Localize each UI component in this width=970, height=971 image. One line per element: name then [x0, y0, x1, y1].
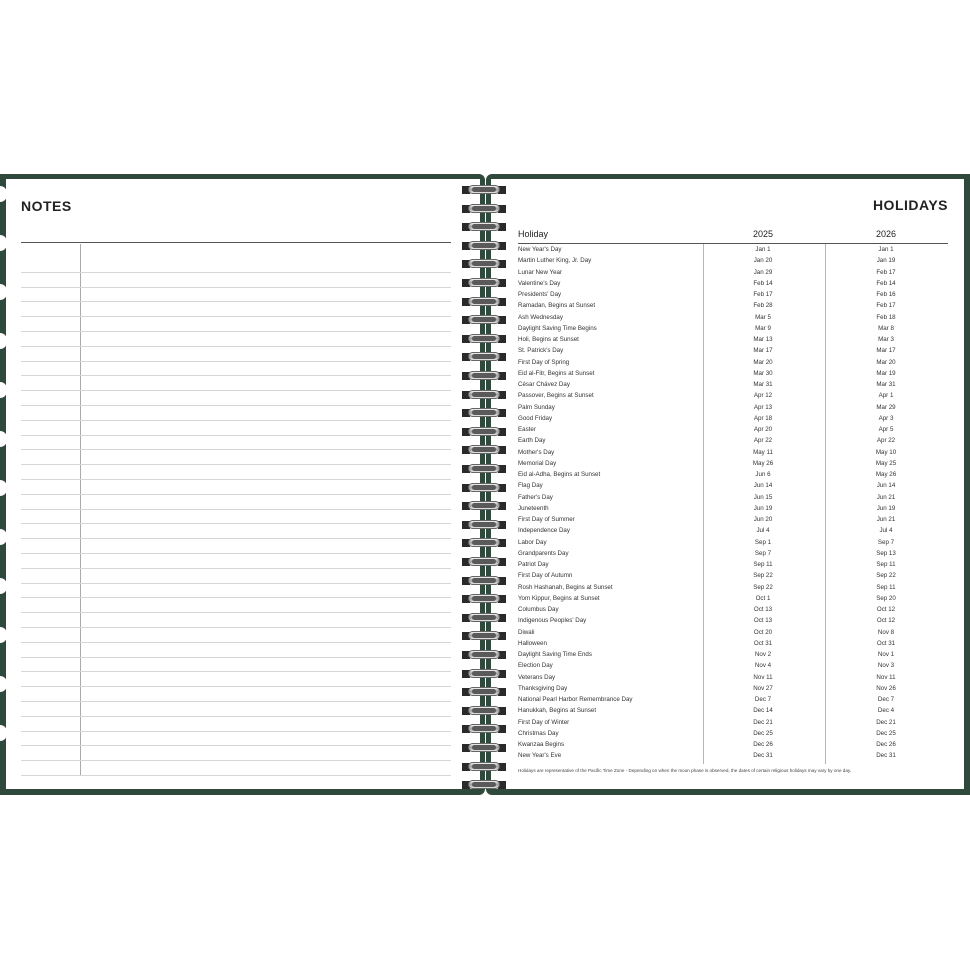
holiday-row: [518, 368, 898, 379]
holiday-row: [518, 244, 898, 255]
date-2025: Dec 31: [753, 752, 773, 760]
holiday-row: [518, 728, 898, 739]
spiral-ring: [458, 370, 510, 382]
writing-line: [21, 643, 451, 658]
date-2026: Nov 1: [877, 651, 895, 658]
writing-line: [21, 406, 451, 421]
date-2025: Jun 6: [755, 471, 771, 478]
page-tab[interactable]: [0, 627, 7, 643]
spiral-ring: [458, 240, 510, 252]
page-tab[interactable]: [0, 284, 7, 300]
date-2026: Feb 14: [876, 279, 896, 287]
date-2025: Nov 2: [754, 651, 772, 658]
holiday-row: [518, 469, 898, 480]
holiday-row: [518, 424, 898, 435]
writing-line: [21, 347, 451, 362]
date-2026: Jan 1: [878, 246, 894, 253]
spiral-ring: [458, 668, 510, 680]
holiday-name: Memorial Day: [518, 459, 557, 467]
date-2026: May 25: [875, 459, 897, 467]
notes-writing-lines: [21, 258, 451, 776]
date-2025: Mar 5: [755, 313, 771, 321]
date-2025: Nov 11: [753, 673, 773, 681]
date-2026: Mar 8: [878, 324, 894, 332]
date-2025: Mar 17: [753, 347, 773, 355]
spiral-ring: [458, 519, 510, 531]
writing-line: [21, 376, 451, 391]
date-2026: Nov 3: [877, 662, 895, 670]
date-2026: May 10: [875, 448, 897, 456]
holiday-name: Ash Wednesday: [518, 313, 563, 321]
page-tab[interactable]: [0, 431, 7, 447]
date-2025: Sep 7: [754, 549, 772, 557]
holiday-row: [518, 289, 898, 300]
holidays-footnote: Holidays are representative of the Pacific Time Zone · Depending on when the moon phase is observed, the dates of certain religious holidays may vary by one day.: [518, 768, 852, 773]
writing-line: [21, 554, 451, 569]
date-2025: Apr 13: [753, 403, 773, 411]
holiday-row: [518, 705, 898, 716]
date-2025: Oct 20: [753, 628, 773, 636]
date-2026: Dec 31: [876, 752, 896, 760]
holiday-name: Passover, Begins at Sunset: [518, 392, 594, 400]
writing-line: [21, 524, 451, 539]
date-2026: Jul 4: [879, 527, 893, 535]
holiday-row: [518, 458, 898, 469]
holiday-name: Veterans Day: [518, 673, 556, 681]
holiday-name: St. Patrick's Day: [518, 347, 564, 355]
holiday-row: [518, 492, 898, 503]
date-2026: Sep 20: [876, 594, 896, 602]
holiday-row: [518, 604, 898, 615]
holiday-row: [518, 300, 898, 311]
holiday-name: Mother's Day: [518, 448, 555, 456]
spiral-ring: [458, 463, 510, 475]
page-tabs: [0, 186, 8, 746]
date-2025: Nov 27: [753, 684, 773, 692]
writing-line: [21, 717, 451, 732]
date-2026: Mar 19: [876, 369, 896, 377]
writing-line: [21, 539, 451, 554]
holiday-row: [518, 357, 898, 368]
date-2025: Mar 31: [753, 381, 773, 388]
holiday-name: Lunar New Year: [518, 268, 563, 276]
date-2026: Sep 11: [876, 561, 896, 568]
holiday-row: [518, 570, 898, 581]
holiday-name: Holi, Begins at Sunset: [518, 336, 579, 343]
holiday-name: Halloween: [518, 639, 547, 647]
holiday-name: Good Friday: [518, 414, 553, 422]
holiday-row: [518, 638, 898, 649]
date-2025: Feb 28: [753, 302, 773, 310]
spiral-ring: [458, 221, 510, 233]
notes-title: NOTES: [21, 198, 72, 214]
page-tab[interactable]: [0, 725, 7, 741]
spiral-ring: [458, 351, 510, 363]
holiday-name: Flag Day: [518, 482, 543, 490]
spiral-ring: [458, 593, 510, 605]
holiday-name: Kwanzaa Begins: [518, 741, 565, 748]
holiday-row: [518, 503, 898, 514]
writing-line: [21, 702, 451, 717]
holiday-row: [518, 334, 898, 345]
holiday-name: Columbus Day: [518, 606, 559, 613]
holiday-row: [518, 255, 898, 266]
holiday-name: Ramadan, Begins at Sunset: [518, 302, 596, 310]
spiral-ring: [458, 649, 510, 661]
writing-line: [21, 391, 451, 406]
date-2026: Nov 11: [876, 673, 896, 681]
date-2026: May 26: [875, 471, 897, 478]
date-2026: Mar 3: [878, 336, 894, 343]
writing-line: [21, 436, 451, 451]
spiral-ring: [458, 444, 510, 456]
date-2025: Oct 1: [755, 594, 771, 602]
holiday-name: Easter: [518, 426, 536, 433]
date-2026: Dec 25: [876, 729, 896, 737]
holiday-row: [518, 514, 898, 525]
date-2026: Oct 12: [876, 617, 896, 625]
holiday-name: Daylight Saving Time Ends: [518, 651, 592, 658]
holiday-name: Independence Day: [518, 527, 570, 535]
date-2026: Nov 8: [877, 628, 895, 636]
writing-line: [21, 598, 451, 613]
spiral-ring: [458, 482, 510, 494]
spiral-ring: [458, 575, 510, 587]
date-2025: Mar 9: [755, 324, 771, 332]
holiday-row: [518, 615, 898, 626]
holidays-table-header: [518, 229, 948, 244]
holiday-name: Father's Day: [518, 493, 553, 501]
holiday-row: [518, 537, 898, 548]
date-2025: Apr 22: [753, 437, 773, 445]
date-2025: May 11: [753, 448, 773, 456]
holiday-name: First Day of Winter: [518, 718, 570, 726]
holiday-row: [518, 649, 898, 660]
spiral-ring: [458, 612, 510, 624]
spiral-ring: [458, 537, 510, 549]
date-2025: Apr 18: [753, 414, 773, 422]
date-2026: Mar 31: [876, 381, 896, 388]
date-2025: Feb 14: [753, 279, 773, 287]
holiday-name: Juneteenth: [518, 504, 549, 512]
date-2025: Dec 14: [753, 707, 773, 715]
page-tab[interactable]: [0, 186, 7, 202]
spiral-ring: [458, 333, 510, 345]
date-2025: Apr 12: [753, 392, 773, 400]
date-2025: Sep 1: [754, 538, 772, 546]
spiral-ring: [458, 389, 510, 401]
holiday-row: [518, 582, 898, 593]
page-tab[interactable]: [0, 578, 7, 594]
holiday-name: Grandparents Day: [518, 549, 569, 557]
spiral-ring: [458, 630, 510, 642]
holiday-name: César Chávez Day: [518, 381, 570, 388]
date-2026: Sep 22: [876, 572, 896, 580]
date-2026: Dec 21: [876, 718, 896, 726]
page-tab[interactable]: [0, 382, 7, 398]
page-tab[interactable]: [0, 480, 7, 496]
spiral-ring: [458, 314, 510, 326]
header-year-2: 2026: [876, 229, 897, 239]
holiday-row: [518, 379, 898, 390]
holiday-row: [518, 548, 898, 559]
spiral-ring: [458, 500, 510, 512]
date-2025: Sep 22: [753, 572, 773, 580]
holiday-row: [518, 593, 898, 604]
holiday-row: [518, 717, 898, 728]
holiday-row: [518, 480, 898, 491]
holiday-row: [518, 278, 898, 289]
holiday-name: First Day of Spring: [518, 358, 570, 366]
spiral-binding: [458, 184, 510, 784]
holiday-name: Hanukkah, Begins at Sunset: [518, 707, 597, 715]
writing-line: [21, 302, 451, 317]
date-2026: Jun 14: [876, 482, 896, 490]
holiday-name: Martin Luther King, Jr. Day: [518, 257, 592, 265]
writing-line: [21, 510, 451, 525]
date-2026: Sep 7: [877, 538, 895, 546]
holiday-row: [518, 402, 898, 413]
date-2026: Jun 21: [876, 493, 896, 501]
writing-line: [21, 746, 451, 761]
holiday-name: Daylight Saving Time Begins: [518, 324, 597, 332]
date-2025: Oct 31: [753, 639, 773, 647]
holiday-name: Indigenous Peoples' Day: [518, 617, 587, 625]
writing-line: [21, 288, 451, 303]
date-2025: Mar 30: [753, 369, 773, 377]
writing-line: [21, 273, 451, 288]
date-2026: Sep 13: [876, 549, 896, 557]
date-2026: Mar 17: [876, 347, 896, 355]
date-2025: Jul 4: [756, 527, 770, 535]
holiday-row: [518, 750, 898, 761]
holiday-row: [518, 525, 898, 536]
holiday-name: Valentine's Day: [518, 279, 561, 287]
date-2025: Dec 25: [753, 729, 773, 737]
holiday-name: Patriot Day: [518, 561, 549, 568]
writing-line: [21, 761, 451, 776]
date-2025: Jun 19: [753, 504, 773, 512]
holiday-row: [518, 627, 898, 638]
holiday-row: [518, 683, 898, 694]
holiday-row: [518, 447, 898, 458]
holiday-row: [518, 323, 898, 334]
date-2025: Dec 21: [753, 718, 773, 726]
spiral-ring: [458, 296, 510, 308]
date-2026: Feb 16: [876, 291, 896, 298]
spiral-ring: [458, 184, 510, 196]
date-2025: Mar 20: [753, 358, 773, 366]
page-tab[interactable]: [0, 235, 7, 251]
holiday-row: [518, 672, 898, 683]
writing-line: [21, 495, 451, 510]
header-year-1: 2025: [753, 229, 774, 239]
date-2025: Jan 20: [753, 257, 773, 265]
date-2025: May 26: [752, 459, 774, 467]
date-2025: Oct 13: [753, 617, 773, 625]
spiral-ring: [458, 407, 510, 419]
holiday-row: [518, 312, 898, 323]
date-2026: Feb 17: [876, 302, 896, 310]
date-2026: Sep 11: [876, 583, 896, 591]
date-2026: Feb 17: [876, 268, 896, 276]
date-2025: Dec 7: [754, 696, 772, 703]
date-2026: Jun 19: [876, 504, 896, 512]
holiday-name: First Day of Autumn: [518, 572, 573, 580]
date-2026: Apr 1: [878, 392, 894, 400]
writing-line: [21, 362, 451, 377]
writing-line: [21, 421, 451, 436]
writing-line: [21, 569, 451, 584]
spiral-ring: [458, 258, 510, 270]
spiral-ring: [458, 761, 510, 773]
holiday-name: Yom Kippur, Begins at Sunset: [518, 594, 600, 602]
holiday-row: [518, 413, 898, 424]
holiday-row: [518, 435, 898, 446]
holiday-name: Labor Day: [518, 538, 547, 546]
writing-line: [21, 480, 451, 495]
writing-line: [21, 658, 451, 673]
writing-line: [21, 628, 451, 643]
holiday-row: [518, 390, 898, 401]
date-2026: Mar 29: [876, 403, 896, 411]
date-2025: Jan 29: [753, 268, 773, 276]
header-holiday: Holiday: [518, 229, 549, 239]
date-2025: Jun 20: [753, 516, 773, 523]
holiday-name: Election Day: [518, 662, 553, 670]
holiday-row: [518, 694, 898, 705]
page-tab[interactable]: [0, 333, 7, 349]
date-2025: Apr 20: [753, 426, 773, 433]
spiral-ring: [458, 742, 510, 754]
writing-line: [21, 317, 451, 332]
writing-line: [21, 584, 451, 599]
date-2025: Oct 13: [753, 606, 773, 613]
spiral-ring: [458, 556, 510, 568]
holiday-name: Rosh Hashanah, Begins at Sunset: [518, 583, 613, 591]
writing-line: [21, 332, 451, 347]
date-2026: Dec 7: [877, 696, 895, 703]
date-2026: Dec 4: [877, 707, 895, 715]
writing-line: [21, 687, 451, 702]
date-2025: Dec 26: [753, 741, 773, 748]
writing-line: [21, 450, 451, 465]
spiral-ring: [458, 779, 510, 791]
date-2025: Nov 4: [754, 662, 772, 670]
date-2025: Jun 15: [753, 493, 773, 501]
writing-line: [21, 672, 451, 687]
notes-header-rule: [21, 242, 451, 243]
holiday-name: Christmas Day: [518, 729, 559, 737]
holidays-table: [518, 244, 898, 762]
holiday-row: [518, 345, 898, 356]
spiral-ring: [458, 686, 510, 698]
holiday-name: National Pearl Harbor Remembrance Day: [518, 696, 633, 703]
date-2026: Apr 22: [876, 437, 896, 445]
holiday-name: New Year's Eve: [518, 752, 562, 760]
holiday-name: Earth Day: [518, 437, 546, 445]
date-2026: Jan 19: [876, 257, 896, 265]
holiday-row: [518, 739, 898, 750]
date-2025: Feb 17: [753, 291, 773, 298]
holiday-row: [518, 267, 898, 278]
holiday-name: Thanksgiving Day: [518, 684, 568, 692]
holiday-name: Diwali: [518, 628, 535, 636]
writing-line: [21, 613, 451, 628]
date-2026: Apr 5: [878, 426, 894, 433]
date-2026: Apr 3: [878, 414, 894, 422]
date-2026: Jun 21: [876, 516, 896, 523]
holiday-name: New Year's Day: [518, 246, 562, 253]
holiday-name: First Day of Summer: [518, 516, 575, 523]
date-2025: Mar 13: [753, 336, 773, 343]
date-2025: Sep 22: [753, 583, 773, 591]
spiral-ring: [458, 203, 510, 215]
date-2025: Jun 14: [753, 482, 773, 490]
writing-line: [21, 465, 451, 480]
spiral-ring: [458, 426, 510, 438]
date-2026: Nov 26: [876, 684, 896, 692]
spiral-ring: [458, 277, 510, 289]
page-tab[interactable]: [0, 676, 7, 692]
holiday-name: Palm Sunday: [518, 403, 555, 411]
holiday-row: [518, 660, 898, 671]
page-tab[interactable]: [0, 529, 7, 545]
holiday-name: Eid al-Fitr, Begins at Sunset: [518, 369, 595, 377]
holiday-row: [518, 559, 898, 570]
writing-line: [21, 732, 451, 747]
date-2025: Jan 1: [755, 246, 771, 253]
writing-line: [21, 258, 451, 273]
date-2026: Oct 12: [876, 606, 896, 613]
spiral-ring: [458, 723, 510, 735]
holiday-name: Presidents' Day: [518, 291, 562, 298]
date-2025: Sep 11: [753, 561, 773, 568]
date-2026: Feb 18: [876, 313, 896, 321]
spiral-ring: [458, 705, 510, 717]
date-2026: Dec 26: [876, 741, 896, 748]
holidays-title: HOLIDAYS: [872, 197, 948, 213]
holiday-name: Eid al-Adha, Begins at Sunset: [518, 471, 601, 478]
date-2026: Mar 20: [876, 358, 896, 366]
date-2026: Oct 31: [876, 639, 896, 647]
